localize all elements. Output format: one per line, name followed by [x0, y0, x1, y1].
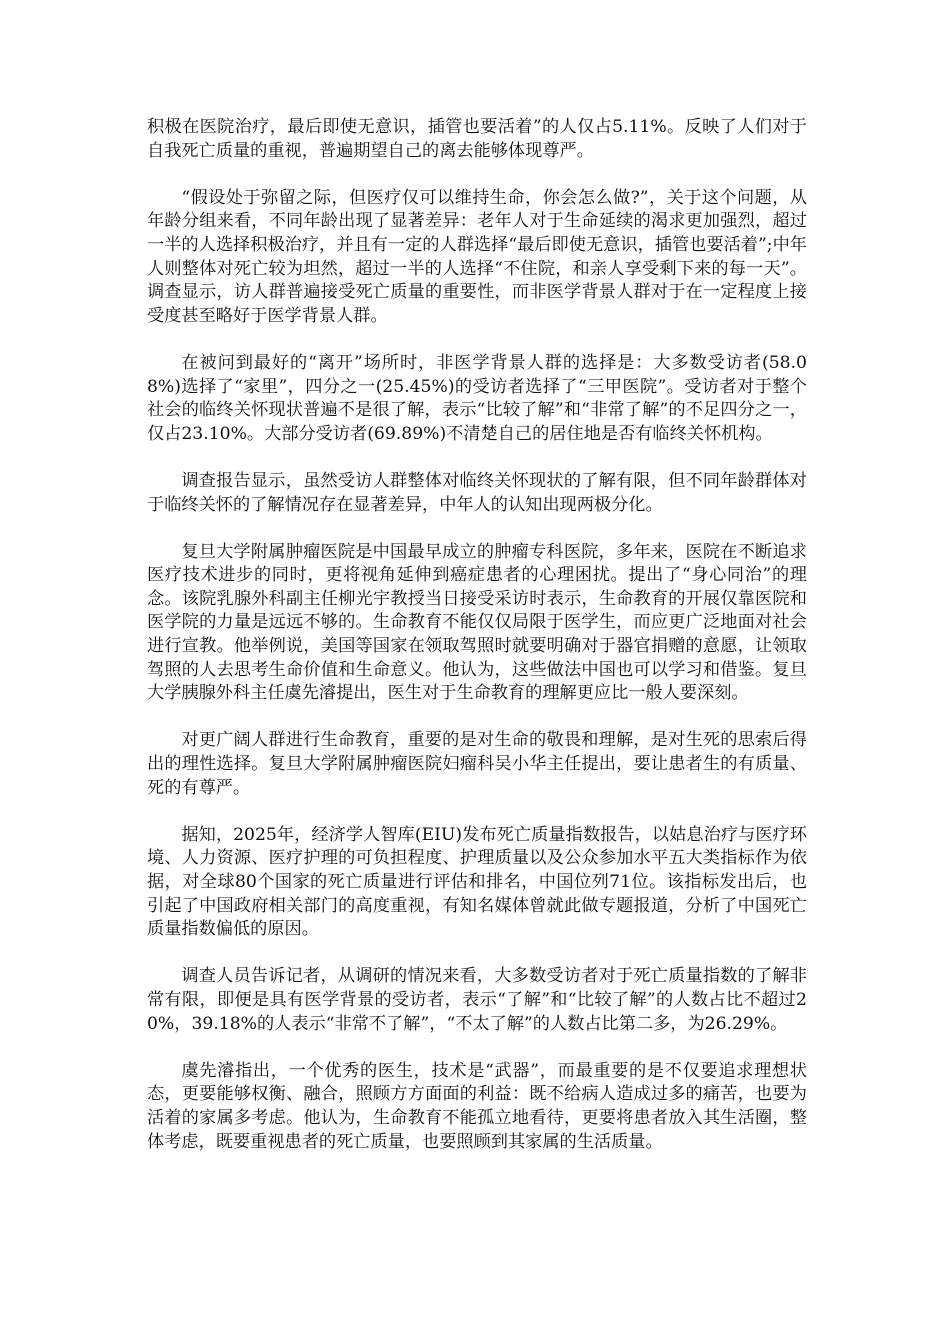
paragraph-1: 积极在医院治疗，最后即使无意识，插管也要活着”的人仅占5.11%。反映了人们对于自我死亡质量的重视，普遍期望自己的离去能够体现尊严。: [147, 117, 807, 161]
paragraph-5: 复旦大学附属肿瘤医院是中国最早成立的肿瘤专科医院，多年来，医院在不断追求医疗技术进步的同时，更将视角延伸到癌症患者的心理困扰。提出了“身心同治”的理念。该院乳腺外科副主任柳光宇教授当日接受采访时表示，生命教育的开展仅靠医院和医学院的力量是远远不够的。生命教育不能仅仅局限于医学生，而应更广泛地面对社会进行宣教。他举例说，美国等国家在领取驾照时就要明确对于器官捐赠的意愿，让领取驾照的人去思考生命价值和生命意义。他认为，这些做法中国也可以学习和借鉴。复旦大学胰腺外科主任虞先濬提出，医生对于生命教育的理解更应比一般人要深刻。: [147, 541, 807, 704]
paragraph-6: 对更广阔人群进行生命教育，重要的是对生命的敬畏和理解，是对生死的思索后得出的理性选择。复旦大学附属肿瘤医院妇瘤科吴小华主任提出，要让患者生的有质量、死的有尊严。: [147, 730, 807, 798]
paragraph-2: “假设处于弥留之际，但医疗仅可以维持生命，你会怎么做?”，关于这个问题，从年龄分组来看，不同年龄出现了显著差异：老年人对于生命延续的渴求更加强烈，超过一半的人选择积极治疗，并且有一定的人群选择“最后即使无意识，插管也要活着”;中年人则整体对死亡较为坦然，超过一半的人选择“不住院，和亲人享受剩下来的每一天”。调查显示，访人群普遍接受死亡质量的重要性，而非医学背景人群对于在一定程度上接受度甚至略好于医学背景人群。: [147, 187, 807, 326]
paragraph-3: 在被问到最好的“离开”场所时，非医学背景人群的选择是：大多数受访者(58.08%)选择了“家里”，四分之一(25.45%)的受访者选择了“三甲医院”。受访者对于整个社会的临终关怀现状普遍不是很了解，表示“比较了解”和“非常了解”的不足四分之一，仅占23.10%。大部分受访者(69.89%)不清楚自己的居住地是否有临终关怀机构。: [147, 352, 807, 444]
document-page: [147, 116, 807, 1178]
paragraph-8: 调查人员告诉记者，从调研的情况来看，大多数受访者对于死亡质量指数的了解非常有限，即便是具有医学背景的受访者，表示“了解”和“比较了解”的人数占比不超过20%，39.18%的人表示“非常不了解”，“不太了解”的人数占比第二多，为26.29%。: [147, 966, 807, 1034]
paragraph-7: 据知，2025年，经济学人智库(EIU)发布死亡质量指数报告，以姑息治疗与医疗环境、人力资源、医疗护理的可负担程度、护理质量以及公众参加水平五大类指标作为依据，对全球80个国家的死亡质量进行评估和排名，中国位列71位。该指标发出后，也引起了中国政府相关部门的高度重视，有知名媒体曾就此做专题报道，分析了中国死亡质量指数偏低的原因。: [147, 824, 807, 940]
paragraph-9: 虞先濬指出，一个优秀的医生，技术是“武器”，而最重要的是不仅要追求理想状态，更要能够权衡、融合，照顾方方面面的利益：既不给病人造成过多的痛苦，也要为活着的家属多考虑。他认为，生命教育不能孤立地看待，更要将患者放入其生活圈，整体考虑，既要重视患者的死亡质量，也要照顾到其家属的生活质量。: [147, 1060, 807, 1152]
paragraph-4: 调查报告显示，虽然受访人群整体对临终关怀现状的了解有限，但不同年龄群体对于临终关怀的了解情况存在显著差异，中年人的认知出现两极分化。: [147, 470, 807, 515]
